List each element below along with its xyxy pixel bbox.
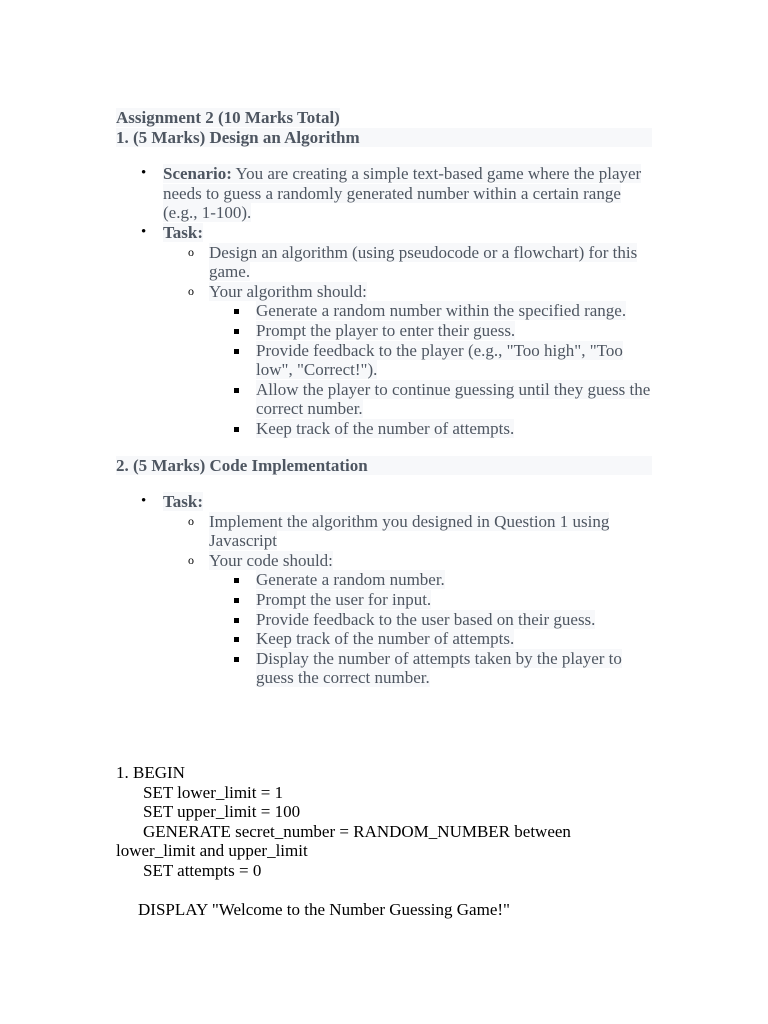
q1-heading: 1. (5 Marks) Design an Algorithm <box>116 128 652 148</box>
q1-task <box>163 223 652 439</box>
scenario-text: You are creating a simple text-based game where the player needs to guess a randomly generated number within a certain range (e.g., 1-100). <box>163 164 642 223</box>
q2-task-item: o Implement the algorithm you designed in Question 1 using Javascript <box>209 512 652 551</box>
assignment-document <box>116 108 652 688</box>
assignment-title <box>116 108 652 128</box>
assignment-title-text: Assignment 2 (10 Marks Total) <box>116 108 340 127</box>
q1-task-list <box>163 243 652 439</box>
code-line: SET upper_limit = 100 <box>143 802 301 822</box>
q1-task-item: o Design an algorithm (using pseudocode or a flowchart) for this game. <box>209 243 652 282</box>
code-line: DISPLAY "Welcome to the Number Guessing Game!" <box>138 900 510 920</box>
scenario-label: Scenario: <box>163 164 232 184</box>
q1-should-list <box>209 301 652 438</box>
code-line: 1. BEGIN <box>116 763 185 782</box>
code-line: SET attempts = 0 <box>143 860 262 880</box>
q2-list <box>116 492 652 688</box>
q1-scenario <box>163 164 652 223</box>
q1-task-item: o Your algorithm should: Generate a random number within the specified range. Prompt the player to enter their guess. Provide feedback to the player (e.g., "Too high", "Too low", "Correct!"). Allow the player to continue guessing until they guess the correct number. Keep track of the number of attempts. <box>209 282 652 439</box>
q2-task-label: Task: <box>163 492 204 512</box>
q2-task <box>163 492 652 688</box>
code-line: lower_limit and upper_limit <box>116 841 308 861</box>
q2-should-item: Provide feedback to the user based on their guess. <box>256 610 652 630</box>
q2-should-item: Prompt the user for input. <box>256 590 652 610</box>
q2-should-item: Display the number of attempts taken by the player to guess the correct number. <box>256 649 652 688</box>
q2-task-list <box>163 512 652 688</box>
q1-should-item: Provide feedback to the player (e.g., "Too high", "Too low", "Correct!"). <box>256 341 652 380</box>
q1-list <box>116 164 652 438</box>
q2-heading: 2. (5 Marks) Code Implementation <box>116 456 652 476</box>
q1-should-item: Generate a random number within the specified range. <box>256 301 652 321</box>
q2-should-item: Generate a random number. <box>256 570 652 590</box>
code-line: GENERATE secret_number = RANDOM_NUMBER between <box>143 821 571 841</box>
q1-should-item: Allow the player to continue guessing until they guess the correct number. <box>256 379 651 419</box>
q2-should-list <box>209 570 652 688</box>
code-line: SET lower_limit = 1 <box>143 782 284 802</box>
q1-should-item: Keep track of the number of attempts. <box>256 419 652 439</box>
q2-should-item: Keep track of the number of attempts. <box>256 629 652 649</box>
q1-task-label: Task: <box>163 222 204 242</box>
pseudocode-block <box>116 763 656 920</box>
q1-should-item: Prompt the player to enter their guess. <box>256 321 652 341</box>
q2-task-item: o Your code should: Generate a random number. Prompt the user for input. Provide feedback to the user based on their guess. Keep track of the number of attempts. Display the number of attempts taken by the player to guess the correct number. <box>209 551 652 688</box>
